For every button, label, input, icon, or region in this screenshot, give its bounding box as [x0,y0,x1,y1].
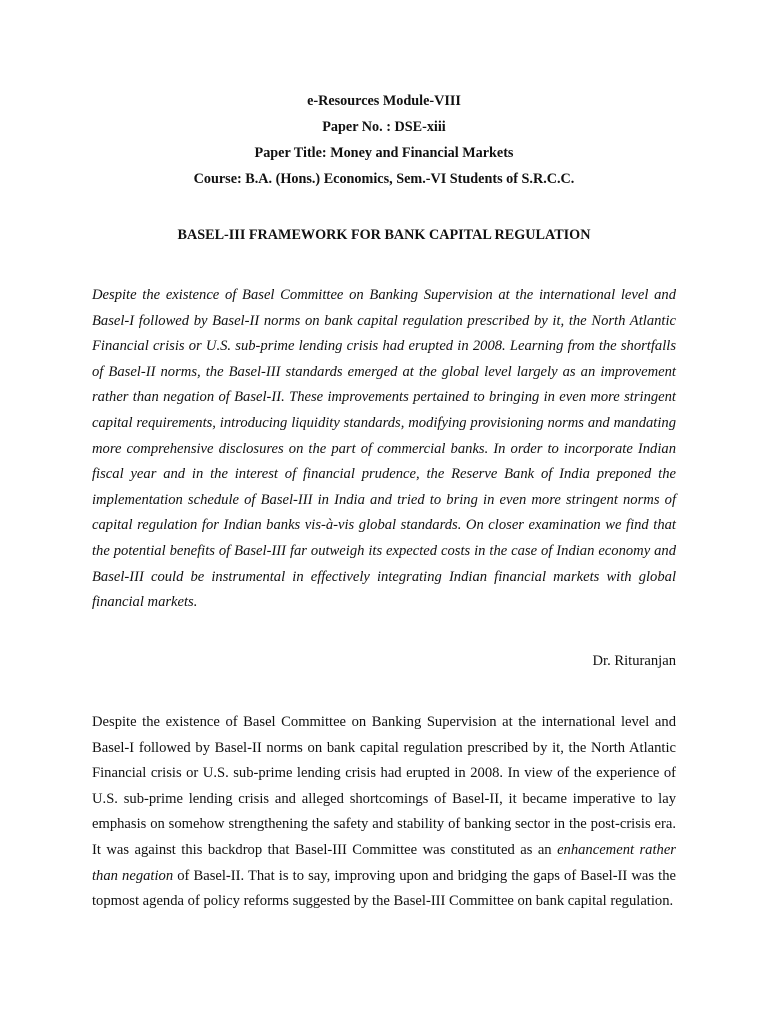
body-emphasis-text: enhancement rather than negation [92,841,676,884]
paper-title: Paper Title: Money and Financial Markets [254,145,514,161]
body-paragraph [92,710,676,915]
body-text-part-2: of Basel-II. That is to say, improving upon and bridging the gaps of Basel-II was the topmost agenda of policy reforms suggested by the Basel-III Committee on bank capital regulation. [92,867,676,910]
paper-number: Paper No. : DSE-xiii [322,119,446,135]
author-name: Dr. Rituranjan [592,653,676,669]
module-title: e-Resources Module-VIII [307,93,461,109]
document-header [92,88,676,192]
article-title: BASEL-III FRAMEWORK FOR BANK CAPITAL REGULATION [177,227,591,243]
course-info: Course: B.A. (Hons.) Economics, Sem.-VI Students of S.R.C.C. [193,171,575,187]
abstract-paragraph: Despite the existence of Basel Committee on Banking Supervision at the international level and Basel-I followed by Basel-II norms on bank capital regulation prescribed by it, the North Atlantic Financial crisis or U.S. sub-prime lending crisis had erupted in 2008. Learning from the shortfalls of Basel-II norms, the Basel-III standards emerged at the global level largely as an improvement rather than negation of Basel-II. These improvements pertained to bringing in even more stringent capital requirements, introducing liquidity standards, modifying provisioning norms and mandating more comprehensive disclosures on the part of commercial banks. In order to incorporate Indian fiscal year and in the interest of financial prudence, the Reserve Bank of India preponed the implementation schedule of Basel-III in India and tried to bring in even more stringent norms of capital regulation for Indian banks vis-à-vis global standards. On closer examination we find that the potential benefits of Basel-III far outweigh its expected costs in the case of Indian economy and Basel-III could be instrumental in effectively integrating Indian financial markets with global financial markets. [92,287,676,611]
body-text-part-1: Despite the existence of Basel Committee on Banking Supervision at the international level and Basel-I followed by Basel-II norms on bank capital regulation prescribed by it, the North Atlantic Financial crisis or U.S. sub-prime lending crisis had erupted in 2008. In view of the experience of U.S. sub-prime lending crisis and alleged shortcomings of Basel-II, it became imperative to lay emphasis on somehow strengthening the safety and stability of banking sector in the post-crisis era. It was against this backdrop that Basel-III Committee was constituted as an [92,714,676,858]
